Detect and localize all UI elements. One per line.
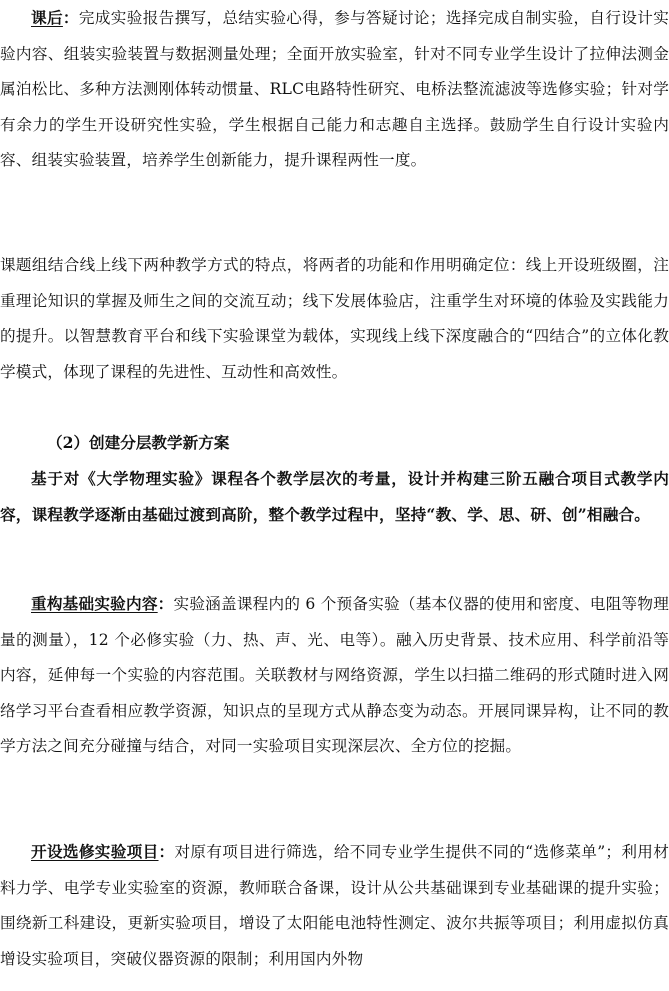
section-heading: （2）创建分层教学新方案 bbox=[47, 433, 230, 452]
online-offline-text: 课题组结合线上线下两种教学方式的特点，将两者的功能和作用明确定位：线上开设班级圈，注重理论知识的掌握及师生之间的交流互动；线下发展体验店，注重学生对环境的体验及实践能力的提升。以智慧教育平台和线下实验课堂为载体，实现线上线下深度融合的“四结合”的立体化教学模式，体现了课程的先进性、互动性和高效性。 bbox=[0, 256, 669, 381]
paragraph-elective-experiments bbox=[0, 834, 669, 977]
paragraph-tiered-plan bbox=[0, 461, 669, 532]
after-class-text: 完成实验报告撰写，总结实验心得，参与答疑讨论；选择完成自制实验，自行设计实验内容、组装实验装置与数据测量处理；全面开放实验室，针对不同专业学生设计了拉伸法测金属泊松比、多种方法测刚体转动惯量、RLC电路特性研究、电桥法整流滤波等选修实验；针对学有余力的学生开设研究性实验，学生根据自己能力和志趣自主选择。鼓励学生自行设计实验内容、组装实验装置，培养学生创新能力，提升课程两性一度。 bbox=[0, 9, 669, 169]
basic-experiments-label: 重构基础实验内容 bbox=[31, 594, 158, 613]
basic-experiments-colon: ： bbox=[157, 594, 174, 613]
elective-experiments-label: 开设选修实验项目 bbox=[31, 842, 159, 861]
elective-experiments-colon: ： bbox=[158, 842, 175, 861]
elective-experiments-text: 对原有项目进行筛选，给不同专业学生提供不同的“选修菜单”；利用材料力学、电学专业实验室的资源，教师联合备课，设计从公共基础课到专业基础课的提升实验；围绕新工科建设，更新实验项目，增设了太阳能电池特性测定、波尔共振等项目；利用虚拟仿真增设实验项目，突破仪器资源的限制；利用国内外物 bbox=[0, 843, 669, 968]
after-class-colon: ： bbox=[62, 8, 79, 27]
basic-experiments-text: 实验涵盖课程内的 6 个预备实验（基本仪器的使用和密度、电阻等物理量的测量），12 个必修实验（力、热、声、光、电等）。融入历史背景、技术应用、科学前沿等内容，延伸每一个实验的内容范围。关联教材与网络资源，学生以扫描二维码的形式随时进入网络学习平台查看相应教学资源，知识点的呈现方式从静态变为动态。开展同课异构，让不同的教学方法之间充分碰撞与结合，对同一实验项目实现深层次、全方位的挖掘。 bbox=[0, 595, 669, 755]
paragraph-after-class bbox=[0, 0, 669, 179]
paragraph-basic-experiments bbox=[0, 586, 669, 765]
tiered-plan-text: 基于对《大学物理实验》课程各个教学层次的考量，设计并构建三阶五融合项目式教学内容，课程教学逐渐由基础过渡到高阶，整个教学过程中，坚持“教、学、思、研、创”相融合。 bbox=[0, 469, 669, 524]
paragraph-online-offline bbox=[0, 248, 669, 390]
after-class-label: 课后 bbox=[31, 8, 63, 27]
